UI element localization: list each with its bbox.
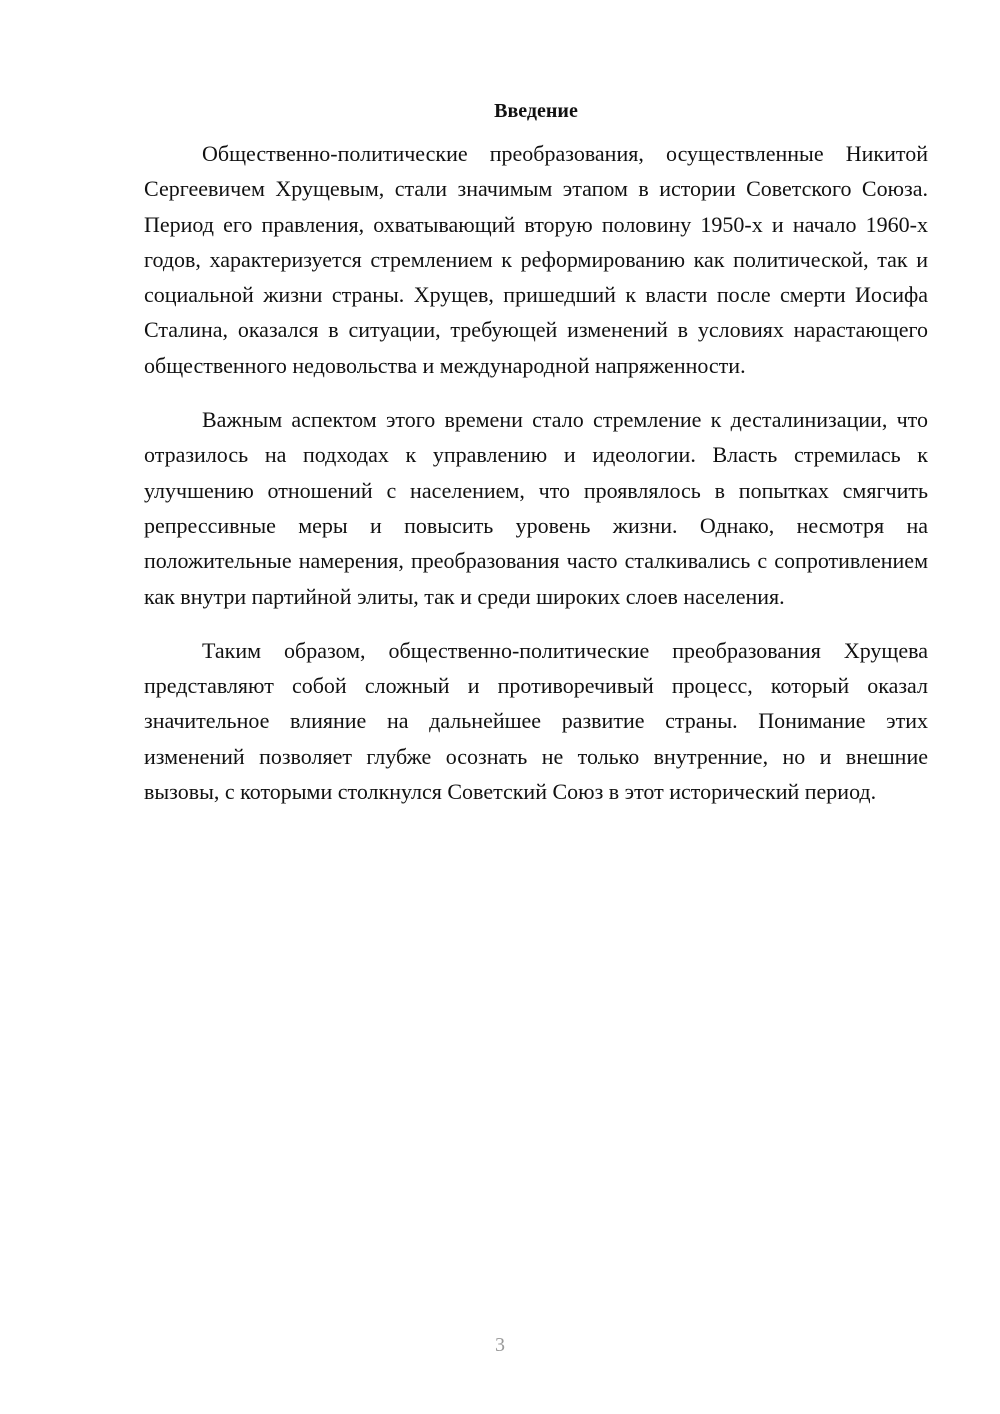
document-body: [144, 96, 928, 809]
page-number: 3: [495, 1334, 505, 1356]
paragraph-2: Важным аспектом этого времени стало стремление к десталинизации, что отразилось на подходах к управлению и идеологии. Власть стремилась к улучшению отношений с населением, что проявлялось в попытках смягчить репрессивные меры и повысить уровень жизни. Однако, несмотря на положительные намерения, преобразования часто сталкивались с сопротивлением как внутри партийной элиты, так и среди широких слоев населения.: [144, 407, 928, 609]
section-title: Введение: [494, 100, 578, 122]
paragraph-3: Таким образом, общественно-политические преобразования Хрущева представляют собой сложный и противоречивый процесс, который оказал значительное влияние на дальнейшее развитие страны. Понимание этих изменений позволяет глубже осознать не только внутренние, но и внешние вызовы, с которыми столкнулся Советский Союз в этот исторический период.: [144, 637, 928, 805]
paragraph-1: Общественно-политические преобразования, осуществленные Никитой Сергеевичем Хрущевым, стали значимым этапом в истории Советского Союза. Период его правления, охватывающий вторую половину 1950-х и начало 1960-х годов, характеризуется стремлением к реформированию как политической, так и социальной жизни страны. Хрущев, пришедший к власти после смерти Иосифа Сталина, оказался в ситуации, требующей изменений в условиях нарастающего общественного недовольства и международной напряженности.: [144, 141, 928, 378]
